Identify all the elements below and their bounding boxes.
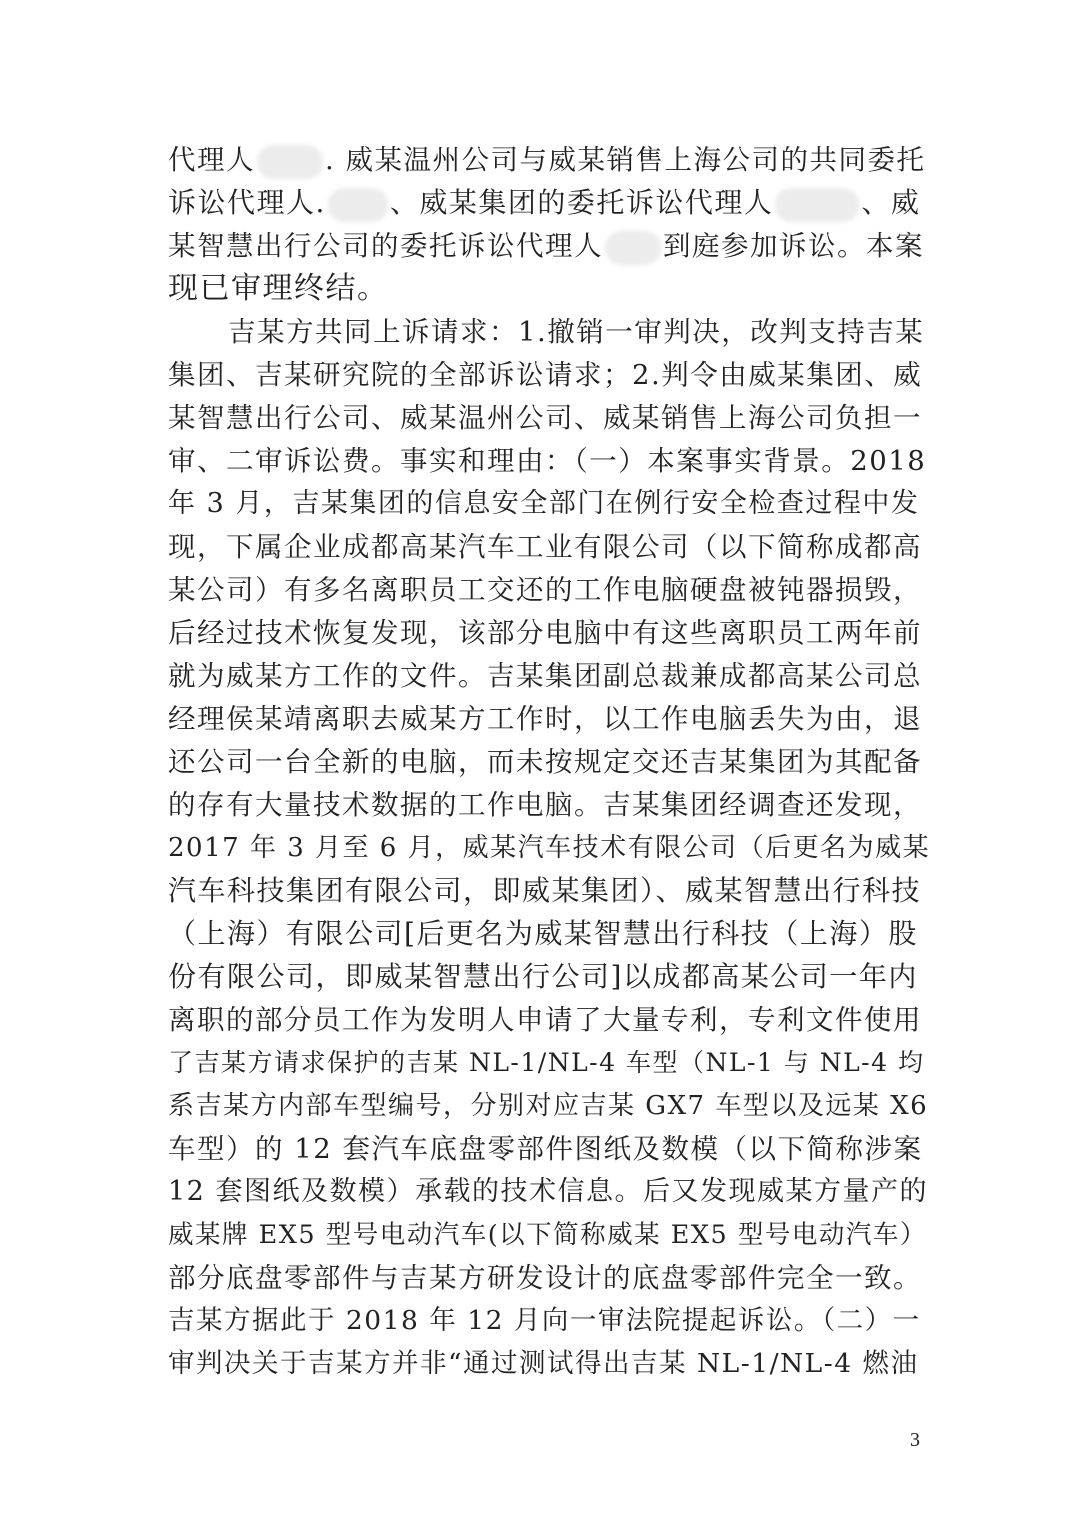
redacted-name: [257, 145, 323, 179]
text-line: [168, 183, 920, 223]
paragraph-first-line: 吉某方共同上诉请求：1.撤销一审判决，改判支持吉某: [228, 316, 925, 348]
text-segment: 代理人: [168, 144, 255, 176]
text-line: 份有限公司，即威某智慧出行公司]以成都高某公司一年内: [168, 960, 918, 993]
text-line: 离职的部分员工作为发明人申请了大量专利，专利文件使用: [168, 1004, 922, 1036]
text-line: 汽车科技集团有限公司，即威某集团）、威某智慧出行科技: [168, 874, 922, 907]
text-line: 现已审理终结。: [168, 271, 389, 306]
redacted-name: [605, 231, 661, 265]
text-segment: 某智慧出行公司的委托诉讼代理人: [168, 230, 603, 262]
text-line: [168, 140, 925, 180]
text-line: 后经过技术恢复发现，该部分电脑中有这些离职员工两年前: [168, 617, 922, 649]
text-line: 系吉某方内部车型编号，分别对应吉某 GX7 车型以及远某 X6: [168, 1091, 929, 1121]
text-line: 年 3 月，吉某集团的信息安全部门在例行安全检查过程中发: [168, 488, 920, 519]
text-line: 审判决关于吉某方并非“通过测试得出吉某 NL-1/NL-4 燃油: [168, 1348, 919, 1379]
text-line: [168, 226, 924, 266]
text-line: 现，下属企业成都高某汽车工业有限公司（以下简称成都高: [168, 531, 922, 563]
redacted-name: [328, 188, 388, 222]
text-line: 12 套图纸及数模）承载的技术信息。后又发现威某方量产的: [168, 1176, 928, 1207]
text-line: 还公司一台全新的电脑，而未按规定交还吉某集团为其配备: [168, 746, 922, 778]
text-line: 2017 年 3 月至 6 月，威某汽车技术有限公司（后更名为威某: [168, 833, 931, 863]
text-line: 集团、吉某研究院的全部诉讼请求；2.判令由威某集团、威: [168, 359, 923, 391]
text-segment: 、威: [861, 186, 921, 219]
text-line: 的存有大量技术数据的工作电脑。吉某集团经调查还发现，: [168, 789, 922, 821]
text-line: 威某牌 EX5 型号电动汽车(以下简称威某 EX5 型号电动汽车）: [168, 1220, 927, 1250]
text-line: 某公司）有多名离职员工交还的工作电脑硬盘被钝器损毁，: [168, 574, 922, 606]
text-line: （上海）有限公司[后更名为威某智慧出行科技（上海）股: [168, 917, 918, 950]
text-line: 就为威某方工作的文件。吉某集团副总裁兼成都高某公司总: [168, 660, 922, 692]
page-number: 3: [910, 1429, 920, 1451]
text-line: 审、二审诉讼费。事实和理由：（一）本案事实背景。2018: [168, 445, 927, 477]
text-line: 某智慧出行公司、威某温州公司、威某销售上海公司负担一: [168, 402, 922, 434]
text-segment: . 威某温州公司与威某销售上海公司的共同委托: [325, 144, 926, 176]
text-line: 部分底盘零部件与吉某方研发设计的底盘零部件完全一致。: [168, 1262, 922, 1294]
text-segment: 、威某集团的委托诉讼代理人: [389, 186, 774, 219]
text-line: 了吉某方请求保护的吉某 NL-1/NL-4 车型（NL-1 与 NL-4 均: [168, 1048, 925, 1077]
text-segment: 到庭参加诉讼。本案: [663, 230, 924, 262]
text-line: 经理侯某靖离职去威某方工作时，以工作电脑丢失为由，退: [168, 703, 922, 735]
redacted-name: [775, 188, 859, 222]
text-segment: 诉讼代理人.: [168, 186, 326, 219]
text-line: 车型）的 12 套汽车底盘零部件图纸及数模（以下简称涉案: [168, 1133, 923, 1165]
text-line: 吉某方据此于 2018 年 12 月向一审法院提起诉讼。（二）一: [168, 1305, 921, 1336]
